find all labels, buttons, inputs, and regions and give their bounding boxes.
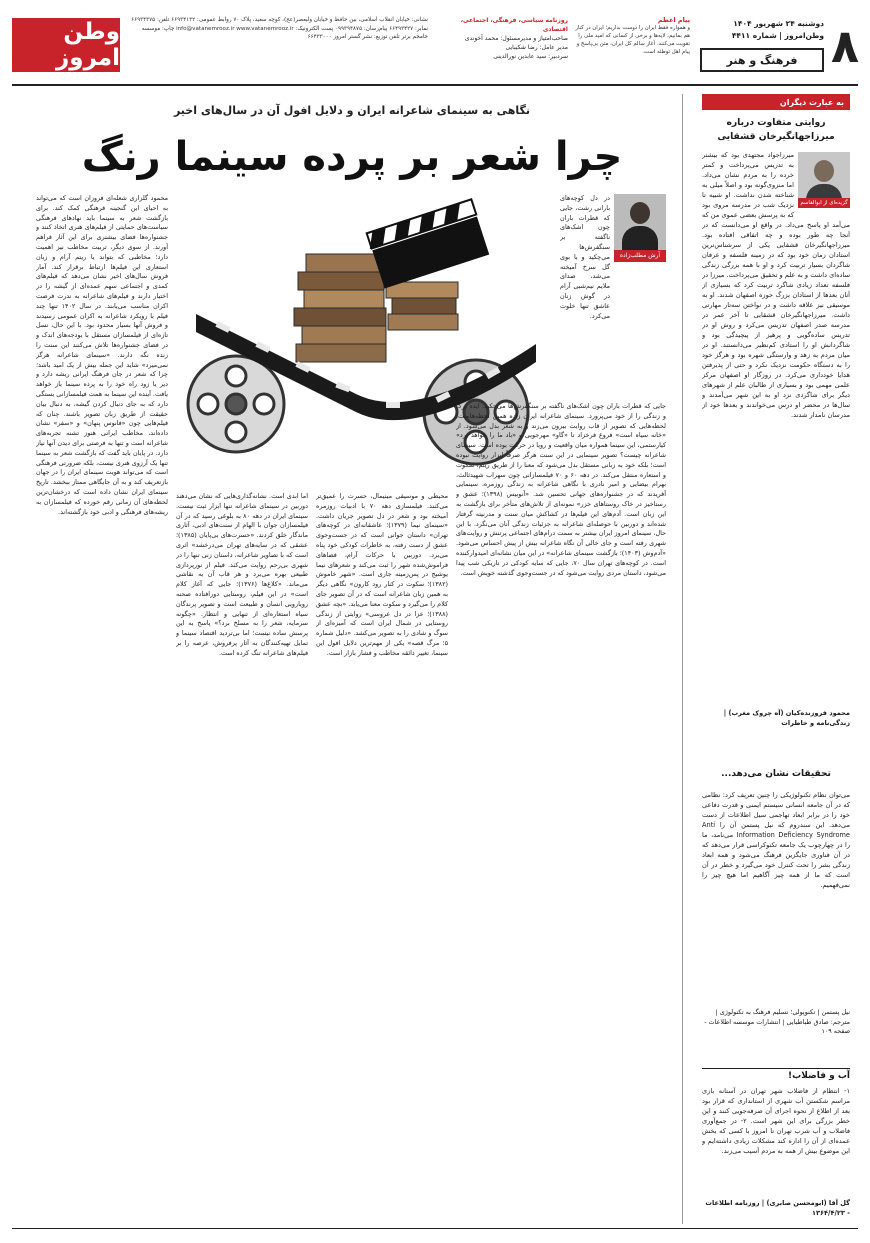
masthead-divider (12, 84, 858, 86)
credits-line-1: روزنامه سیاسی، فرهنگی، اجتماعی، اقتصادی (460, 17, 568, 33)
credits-line-2: صاحب‌امتیاز و مدیرمسئول: محمد آخوندی (464, 35, 568, 42)
section-label[interactable]: فرهنگ و هنر (700, 48, 824, 72)
right-column-signature: محمود فروزنده‌کیان (آه چروک مغرب) | زندگی‌نامه و خاطرات (723, 709, 850, 727)
right-column-header: به عبارت دیگران (702, 94, 850, 110)
right-column-body-3: ۱- انتظام از فاضلاب شهر تهران در آستانه بازی مراسم شکستن آب شهری از استانداری که قرار بود بعد از اطلاع از نحوه اجرای آن صرفه‌جویی کنند و این خطر بزرگی برای این شهر است. ۲- در جمع‌آوری فاضلاب و آب شرب تهران تا امروز با کسی که بخش عمده‌ای از آن را اداره کند مشکلات زیادی داشته‌ایم و این موضوع بیش از همه به مردم آسیب می‌زند. (702, 1087, 850, 1155)
article-column-3: محیطی و موسیقی مینیمال، حسرت را عمیق‌تر می‌کنند. فیلمسازی دهه ۷۰ با ادبیات روزمره آمیخته بود و شعر در دل تصویر جریان داشت. «سینمای نیما (۱۳۷۹)؛ عاشقانه‌ای در کوچه‌های تهران» داستان جوانی است که در جست‌وجوی عشق از دست رفته، به خاطرات کودکی خود پناه می‌برد. دوربین با حرکات آرام، فضاهای فراموش‌شده شهر را ثبت می‌کند و شعرهای نیما یوشیج در پس‌زمینه جاری است. «شهر خاموش (۱۳۸۲)؛ سکوت در کنار رود کارون» نگاهی دیگر به همین زبان شاعرانه است که در آن تصویر جای کلام را می‌گیرد و سکوت معنا می‌یابد. «بچه عشق (۱۳۸۸)؛ عزا در دل عروسی» روایتی از زندگی روستایی در شمال ایران است که آمیزه‌ای از سوگ و شادی را به تصویر می‌کشد. «دلیل شماره ۵؛ مرگ قصه» یکی از مهم‌ترین دلایل افول این سینما، تغییر ذائقه مخاطب و فشار بازار است. (316, 492, 448, 657)
masthead-info: نشانی: خیابان انقلاب اسلامی، بین حافظ و خیابان ولیعصر(عج)، کوچه سعید، پلاک ۷۰ روابط عمومی: ۶۶۹۳۴۱۳۲ تلفن: ۶۶۹۳۴۳۷۵ نمابر: ۶۶۴۹۳۴۲۷ پیام‌رسان: ۰۹۹۳۹۴۸۷۵ پست الکترونیک: info@vatanemrooz.ir www.vatanemrooz.ir چاپ: موسسه جامجم برتر تلفن توزیع: نشر گستر امروز ۶۶۴۳۳۰۰۰ (131, 17, 428, 41)
byline-body (622, 226, 658, 250)
masthead-credits (438, 16, 568, 78)
article-column-4-text: جایی که قطرات باران چون اشک‌های ناگفته بر سنگفرش‌ها می‌چکید. ایده برگ و زندگی را از خود می‌پرورد. سینمای شاعرانه ایران زاده همین لحظه‌هاست؛ لحظه‌هایی که تصویر از قاب روایت بیرون می‌زند و به شعر بدل می‌شود. از «خانه سیاه است» فروغ فرخزاد تا «گاو» مهرجویی و «باد ما را خواهد برد» کیارستمی، این سینما همواره میان واقعیت و رویا در حرکت بوده است. سینمای شاعرانه چیست؟ تصویر سینمایی در این سنت هرگز صرفاً ابزار روایت نبوده است؛ بلکه خود به زبانی مستقل بدل می‌شود که معنا را از طریق ریتم، سکوت و استعاره منتقل می‌کند. در دهه ۶۰ و ۷۰ فیلمسازانی چون سهراب شهیدثالث، بهرام بیضایی و امیر نادری با نگاهی شاعرانه به زندگی روزمره، سینمایی آفریدند که در جشنواره‌های جهانی تحسین شد. «آنوبیس (۱۳۹۸)؛ عشق و رستاخیز در خاک روستاهای خزر» نمونه‌ای از تلاش‌های متأخر برای بازگشت به این زبان است. آدم‌های این فیلم‌ها در کشاکش میان سنت و مدرنیته گرفتار شده‌اند و دوربین با حوصله‌ای شاعرانه به جزئیات زندگی آنان می‌نگرد. با این حال، سینمای امروز ایران بیشتر به سمت درام‌های اجتماعی پرتنش و روایت‌های شهری رفته است و جای خالی آن نگاه شاعرانه بیش از پیش احساس می‌شود. «آدم‌وش (۱۴۰۳)؛ بازگشت سینمای شاعرانه» در این میان نشانه‌ای امیدوارکننده است. در کوچه‌های تهران سال ۷۰، جایی که سایه کودکی در تاریکی شب پیدا می‌شود، داستان مردی روایت می‌شود که در جست‌وجوی گذشته خویش است. (456, 402, 666, 577)
article-column-2: اما ابدی است. نشانه‌گذاری‌هایی که نشان می‌دهند دوربین در سینمای شاعرانه تنها ابزار ثبت نیست. سینمای ایران در دهه ۸۰ به بلوغی رسید که در آن فیلمسازان جوان با الهام از سنت‌های ادبی، آثاری ماندگار خلق کردند. «حسرت‌های بی‌پایان (۱۳۸۵)؛ عشقی که در سایه‌های تهران می‌درخشد» اثری است که با تصاویر شاعرانه، داستان زنی تنها را در شهری بی‌رحم روایت می‌کند. فیلم از نورپردازی طبیعی بهره می‌برد و هر قاب آن به نقاشی می‌ماند. «کلاغ‌ها (۱۳۷۶)؛ جایی که آغاز کلام است» در این فیلم، روستایی دورافتاده صحنه رویارویی انسان و طبیعت است و تصویر پرندگان سیاه استعاره‌ای از تنهایی و انتظار. «چگونه سرمایه، شعر را به مسلخ برد؟» پاسخ به این پرسش ساده نیست؛ اما بی‌تردید اقتصاد سینما و تمایل تهیه‌کنندگان به آثار پرفروش، عرصه را بر فیلم‌های شاعرانه تنگ کرده است. (176, 492, 308, 657)
right-column-text: میرزاجواد مجتهدی بود که بیشتر به تدریس می‌پرداخت و کمتر خرده را به مردم نشان می‌داد. اما منزوی‌گونه بود و اصلاً میلی به شناخته شدن نداشت. او شبیه تا نزدیک شب در مدرسه مروی بود که به پرسش بعضی عموی من که می‌آمد او پاسخ می‌داد. در واقع او می‌دانست که در آنجا چه طور بوده و چه اتفاقی افتاده بود. میرزاجهانگیرخان قشقایی یکی از سرشناس‌ترین استادان زمان خود بود که در زمینه فلسفه و عرفان شاگردان بسیار تربیت کرد و او با همه بزرگی زندگی ساده‌ای داشت و به علم و تحقیق می‌پرداخت. میرزا در فلسفه تعداد زیادی شاگرد تربیت کرد که بسیاری از آنان بعدها از استادان بزرگ حوزه اصفهان شدند. او به موسیقی نیز علاقه داشت و در نواختن سه‌تار مهارتی داشت. میرزاجهانگیرخان قشقایی تا آخر عمر در مدرسه صدر اصفهان تدریس می‌کرد و روش او در تدریس ساده‌گویی و پرهیز از پیچیدگی بود و شاگردانش او را استادی کم‌نظیر می‌دانستند. او در میان مردم به زهد و وارستگی شهره بود و هرگز خود را به دستگاه حکومت نزدیک نکرد و حتی از پذیرفتن هدایا خودداری می‌کرد. در روزگار او اصفهان مرکز علمی مهمی بود و بسیاری از طالبان علم از شهرهای دیگر برای شاگردی نزد او به این شهر می‌آمدند و سال‌ها در محضر او درس می‌خواندند و بعدها خود از مدرسان نامدار شدند. (702, 151, 850, 419)
newspaper-logo[interactable]: وطن امروز (12, 18, 120, 72)
right-column-heading-2: تحقیقات نشان می‌دهد... (721, 769, 831, 779)
byline-head (630, 202, 650, 224)
article-column-1: محمود گلزاری شعله‌ای فروزان است که می‌تواند به احیای این گنجینه فرهنگی کمک کند. برای بازگشت شعر به سینما باید نهادهای فرهنگی سیاست‌های حمایتی از فیلم‌های هنری اتخاذ کنند و جشنواره‌ها فضای بیشتری برای این آثار فراهم آورند. از سوی دیگر، تربیت مخاطب نیز اهمیت دارد؛ مخاطبی که بتواند با ریتم آرام و زبان استعاری این فیلم‌ها ارتباط برقرار کند. آمار فروش سال‌های اخیر نشان می‌دهد که فیلم‌های کمدی و اجتماعی سهم عمده‌ای از گیشه را در اختیار دارند و فیلم‌های شاعرانه به ندرت فرصت اکران مناسب می‌یابند. در سال ۱۴۰۲ تنها چند فیلم با رویکرد شاعرانه به اکران عمومی رسیدند و فروش آنها بسیار محدود بود. با این حال، نسل تازه‌ای از فیلمسازان مستقل با بودجه‌های اندک و در فضای جشنواره‌ها تلاش می‌کنند این سنت را زنده نگه دارند. «سینمای شاعرانه هرگز نمی‌میرد» شاید این جمله بیش از یک امید باشد؛ چرا که شعر در جان فرهنگ ایرانی ریشه دارد و دیر یا زود راه خود را به پرده سینما باز خواهد یافت. آینده این سینما به همت فیلمسازانی بستگی دارد که به جای دنبال کردن گیشه، به دنبال بیان حقیقت از طریق زبان تصویر باشند. چنان که فیلم‌هایی چون «فانوس پنهان» و «سفر» نشان داده‌اند، مخاطب ایرانی هنوز تشنه تجربه‌های شاعرانه است و تنها به فرصتی برای دیدن آنها نیاز دارد. در پایان باید گفت که بازگشت شعر به سینما تنها یک آرزوی هنری نیست، بلکه ضرورتی فرهنگی است که می‌تواند هویت سینمای ایران را در جهان بازتعریف کند و به آن جایگاهی ممتاز ببخشد. تاریخ سینمای ایران نشان داده است که درخشان‌ترین لحظه‌های آن زمانی رقم خورده که فیلمسازان به ریشه‌های فرهنگی و ادبی خود بازگشته‌اند. (36, 194, 168, 516)
credits-line-3: مدیر عامل: رضا شکیبایی (505, 44, 568, 51)
credits-line-4: سردبیر: سید عابدین نورالدینی (493, 53, 568, 60)
issue-number: وطن‌امروز | شماره ۴۴۱۱ (731, 31, 824, 40)
right-column-body (702, 150, 850, 702)
byline-photo (614, 194, 666, 250)
right-column-title: روایتی متفاوت درباره میرزاجهانگیرخان قشقایی (717, 117, 835, 142)
article-headline[interactable]: چرا شعر بر پرده سینما رنگ (81, 134, 623, 180)
message-title: پیام اعظم (657, 16, 690, 24)
film-reel-left (188, 356, 284, 452)
page-number: ۸ (830, 19, 860, 73)
article-column-4 (456, 402, 666, 1222)
author-photo (798, 152, 850, 204)
author-head (814, 160, 834, 182)
masthead-message (574, 16, 690, 78)
article-byline: آرش مطلب‌زاده (614, 250, 666, 262)
page-bottom-rule (12, 1228, 858, 1229)
article-column-4-top: در دل کوچه‌های بارانی رشت، جایی که قطرات باران چون اشک‌های ناگفته بر سنگفرش‌ها می‌چکید و با بوی گل سرخ آمیخته می‌شد، صدای ملایم نیم‌شبی آرام در گوش زنان عاشق تنها خلوت می‌کرد. (560, 194, 610, 320)
message-text: و همواره فقط ایران را دوست بداریم؛ ایران در کنار هم بمانیم، لایه‌ها و برخی از کسانی که امید ملی را تقویت می‌کنند. آغاز سالم کل ایران، متن بی‌پاسخ و پیام اهل توطئه است. (575, 25, 690, 55)
issue-date: دوشنبه ۲۴ شهریور ۱۴۰۴ (733, 19, 824, 28)
right-column-source: نیل پستمن | تکنوپولی؛ تسلیم فرهنگ به تکنولوژی | مترجم: صادق طباطبایی | انتشارات موسسه اطلاعات - صفحه ۱۰۹ (704, 1008, 850, 1036)
article-kicker: نگاهی به سینمای شاعرانه ایران و دلایل افول آن در سال‌های اخیر (173, 104, 531, 117)
column-separator (682, 94, 683, 1224)
date-block (704, 18, 824, 42)
right-column-body-2: می‌توان نظام تکنولوژیکی را چنین تعریف کرد: نظامی که در آن جامعه انسانی سیستم ایمنی و قدرت دفاعی خود را در برابر ابعاد تهاجمی سیل اطلاعات از دست می‌دهد. این سندروم که نیل پستمن آن را Anti Information Deficiency Syndrome می‌نامد، ما را در چهارچوب یک جامعه تکنوکراسی قرار می‌دهد که در آن فناوری جایگزین فرهنگ می‌شود و همه ابعاد زندگی بشر را تحت کنترل خود می‌گیرد و خطر در آن است که ما از همه چیز آگاهیم اما هیچ چیز را نمی‌فهمیم. (702, 791, 850, 889)
right-column-footer: گل آقا (ابومحسن صابری) | روزنامه اطلاعات - ۱۳۶۴/۴/۲۳ (705, 1199, 850, 1217)
side-strip (4, 110, 12, 1210)
author-tag: گزیده‌ای از ابوالقاسم نعیمی (798, 198, 850, 208)
right-column-heading-3: آب و فاضلاب! (702, 1068, 850, 1085)
